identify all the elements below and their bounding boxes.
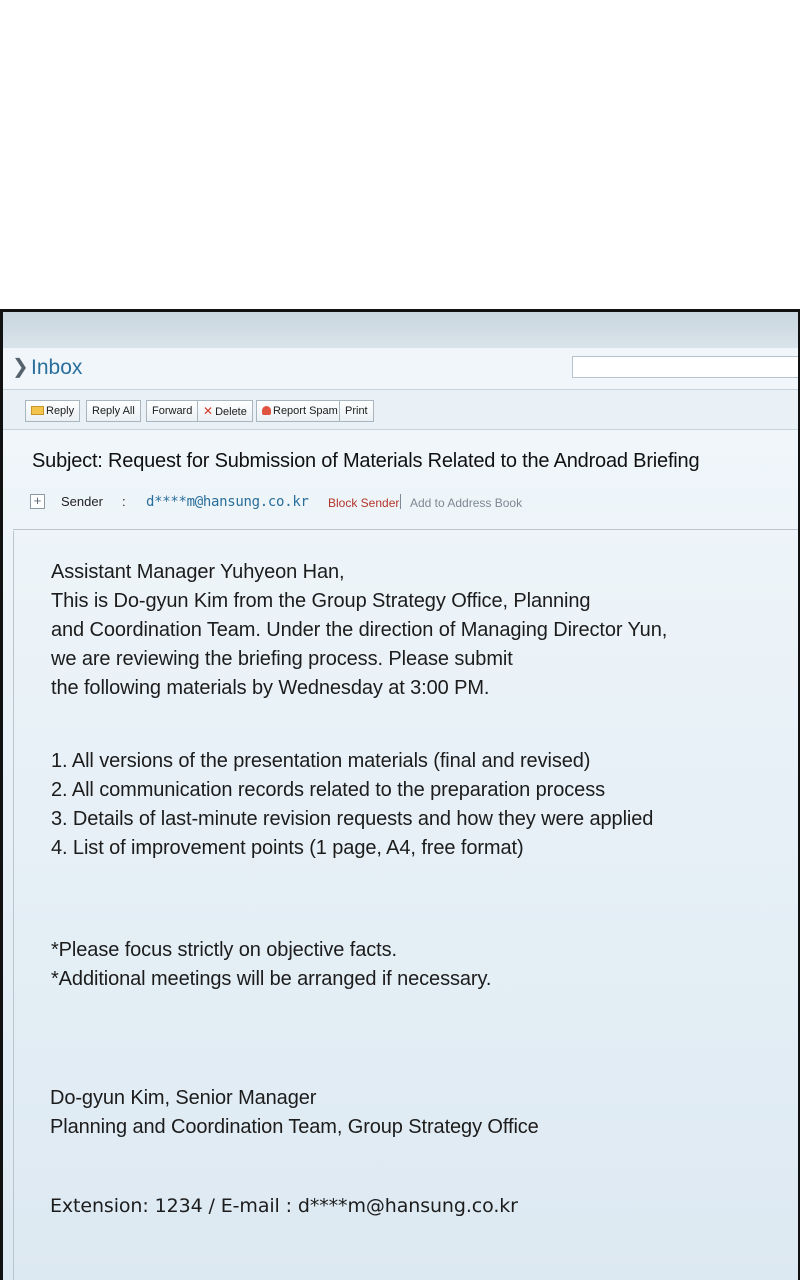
intro-line: and Coordination Team. Under the direction of Managing Director Yun, <box>51 619 668 641</box>
divider <box>400 494 401 509</box>
intro-line: the following materials by Wednesday at 3:00 PM. <box>51 677 490 699</box>
print-button[interactable]: Print <box>339 400 374 422</box>
chevron-right-icon[interactable]: ❯ <box>12 356 29 378</box>
sender-label: Sender <box>61 494 103 509</box>
message-subject: Subject: Request for Submission of Materials Related to the Androad Briefing <box>32 450 700 472</box>
block-sender-link[interactable]: Block Sender <box>328 496 400 510</box>
reply-button[interactable] <box>25 400 80 422</box>
intro-line: This is Do-gyun Kim from the Group Strategy Office, Planning <box>51 590 591 612</box>
signature-name: Do-gyun Kim, Senior Manager <box>50 1087 317 1109</box>
sender-email-link[interactable]: d****m@hansung.co.kr <box>146 494 309 510</box>
email-window <box>0 309 800 1280</box>
list-item: 3. Details of last-minute revision requests and how they were applied <box>51 808 654 830</box>
report-spam-label: Report Spam <box>273 405 338 417</box>
list-item: 2. All communication records related to the preparation process <box>51 779 605 801</box>
list-item: 1. All versions of the presentation materials (final and revised) <box>51 750 591 772</box>
toolbar <box>3 390 798 430</box>
forward-button[interactable]: Forward <box>146 400 198 422</box>
greeting: Assistant Manager Yuhyeon Han, <box>51 561 345 583</box>
delete-button[interactable] <box>197 400 253 422</box>
add-to-address-book-link[interactable]: Add to Address Book <box>410 496 523 510</box>
report-spam-button[interactable] <box>256 400 344 422</box>
note-line: *Additional meetings will be arranged if necessary. <box>51 968 492 990</box>
intro-line: we are reviewing the briefing process. Please submit <box>51 648 513 670</box>
reply-label: Reply <box>46 405 75 417</box>
sender-colon: : <box>122 494 126 509</box>
note-line: *Please focus strictly on objective facts. <box>51 939 397 961</box>
list-item: 4. List of improvement points (1 page, A4, free format) <box>51 837 524 859</box>
expand-plus-icon[interactable]: + <box>30 494 45 509</box>
delete-x-icon: ✕ <box>203 404 214 418</box>
message-body <box>13 531 800 1280</box>
signature-team: Planning and Coordination Team, Group Strategy Office <box>50 1116 539 1138</box>
siren-icon <box>262 406 271 415</box>
inbox-breadcrumb[interactable]: Inbox <box>31 356 83 379</box>
nav-bar <box>3 348 798 390</box>
reply-all-button[interactable]: Reply All <box>86 400 141 422</box>
envelope-icon <box>31 406 44 415</box>
message-header <box>13 430 798 530</box>
window-titlebar <box>3 312 798 348</box>
delete-label: Delete <box>215 406 247 418</box>
search-input[interactable] <box>572 356 800 378</box>
contact-info: Extension: 1234 / E-mail : d****m@hansung.co.kr <box>50 1195 518 1217</box>
